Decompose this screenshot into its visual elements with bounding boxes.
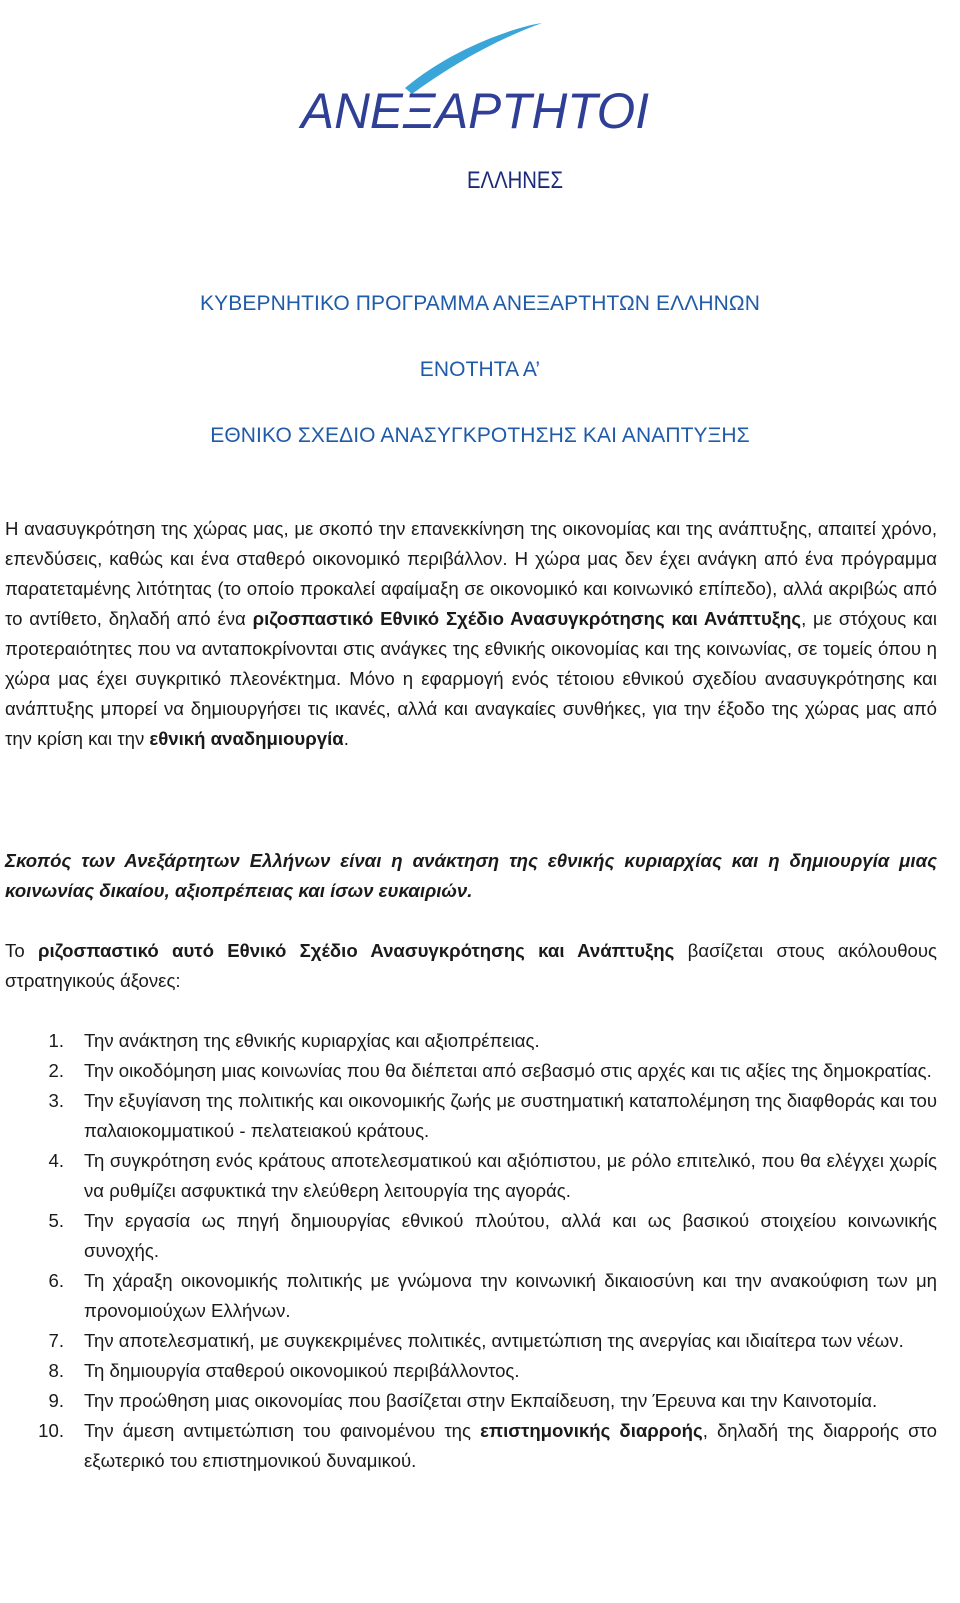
list-item-text: Την προώθηση μιας οικονομίας που βασίζεται στην Εκπαίδευση, την Έρευνα και την Καινοτομία. — [84, 1390, 878, 1411]
list-item — [0, 1146, 937, 1206]
goal-paragraph: Σκοπός των Ανεξάρτητων Ελλήνων είναι η ανάκτηση της εθνικής κυριαρχίας και η δημιουργία μιας κοινωνίας δικαίου, αξιοπρέπειας και ίσων ευκαιριών. — [5, 850, 937, 901]
list-item-text: Τη συγκρότηση ενός κράτους αποτελεσματικού και αξιόπιστου, με ρόλο επιτελικό, που θα ελέγχει χωρίς να ρυθμίζει ασφυκτικά την ελεύθερη λειτουργία της αγοράς. — [84, 1150, 937, 1201]
list-item — [0, 1326, 937, 1356]
list-item-number: 7. — [48, 1330, 64, 1351]
list-item-text-after: , δηλαδή της διαρροής στο εξωτερικό του επιστημονικού δυναμικού. — [84, 1420, 937, 1471]
intro-text-3: . — [343, 728, 349, 749]
list-item-number: 8. — [48, 1360, 64, 1381]
logo-subtitle: ΕΛΛΗΝΕΣ — [467, 167, 563, 194]
party-logo — [290, 10, 660, 200]
intro-bold-regeneration: εθνική αναδημιουργία — [149, 728, 344, 749]
list-item-number: 2. — [48, 1060, 64, 1081]
list-item-number: 9. — [48, 1390, 64, 1411]
list-item — [0, 1416, 937, 1476]
list-item-text: Την αποτελεσματική, με συγκεκριμένες πολιτικές, αντιμετώπιση της ανεργίας και ιδιαίτερα των νέων. — [84, 1330, 904, 1351]
intro-text-1: Η ανασυγκρότηση της χώρας μας, με σκοπό την επανεκκίνηση της οικονομίας και της ανάπτυξης, απαιτεί χρόνο, επενδύσεις, καθώς και ένα σταθερό οικονομικό περιβάλλον. Η χώρα μας δεν έχει ανάγκη από ένα πρόγραμμα παρατεταμένης λιτότητας (το οποίο προκαλεί αφαίμαξη σε οικονομικό και κοινωνικό επίπεδο), αλλά ακριβώς από το αντίθετο, δηλαδή από ένα — [5, 518, 937, 629]
axes-intro-text-2: βασίζεται στους ακόλουθους στρατηγικούς άξονες: — [5, 940, 937, 991]
list-item-text: Τη δημιουργία σταθερού οικονομικού περιβάλλοντος. — [84, 1360, 520, 1381]
list-item-number: 6. — [48, 1270, 64, 1291]
list-item — [0, 1386, 937, 1416]
intro-bold-plan: ριζοσπαστικό Εθνικό Σχέδιο Ανασυγκρότησης και Ανάπτυξης — [252, 608, 802, 629]
list-item-text-before: Την άμεση αντιμετώπιση του φαινομένου της — [84, 1420, 481, 1441]
logo-wordmark: ΑΝΕΞΑΡΤΗΤΟΙ — [298, 83, 650, 139]
list-item-bold: επιστημονικής διαρροής — [480, 1420, 703, 1441]
list-item-text: Την οικοδόμηση μιας κοινωνίας που θα διέπεται από σεβασμό στις αρχές και τις αξίες της δημοκρατίας. — [84, 1060, 932, 1081]
list-item — [0, 1356, 937, 1386]
section-subtitle: ΕΘΝΙΚΟ ΣΧΕΔΙΟ ΑΝΑΣΥΓΚΡΟΤΗΣΗΣ ΚΑΙ ΑΝΑΠΤΥΞΗΣ — [210, 424, 750, 447]
list-item — [0, 1026, 937, 1056]
intro-paragraph — [5, 514, 937, 754]
list-item — [0, 1086, 937, 1146]
list-item-number: 1. — [48, 1030, 64, 1051]
axes-intro-bold: ριζοσπαστικό αυτό Εθνικό Σχέδιο Ανασυγκρότησης και Ανάπτυξης — [37, 940, 675, 961]
list-item-text: Τη χάραξη οικονομικής πολιτικής με γνώμονα την κοινωνική δικαιοσύνη και την ανακούφιση των μη προνομιούχων Ελλήνων. — [84, 1270, 937, 1321]
list-item-number: 5. — [48, 1210, 64, 1231]
list-item-number: 10. — [38, 1420, 64, 1441]
axes-intro-text-1: Το — [5, 940, 38, 961]
list-item-text: Την ανάκτηση της εθνικής κυριαρχίας και αξιοπρέπειας. — [84, 1030, 540, 1051]
list-item-number: 3. — [48, 1090, 64, 1111]
list-item-text — [84, 1420, 937, 1471]
list-item-number: 4. — [48, 1150, 64, 1171]
list-item-text: Την εργασία ως πηγή δημιουργίας εθνικού πλούτου, αλλά και ως βασικού στοιχείου κοινωνικής συνοχής. — [84, 1210, 937, 1261]
section-heading: ΕΝΟΤΗΤΑ Α’ — [419, 358, 541, 381]
axes-intro-paragraph — [5, 936, 937, 996]
list-item — [0, 1056, 937, 1086]
intro-text-2: , με στόχους και προτεραιότητες που να ανταποκρίνονται στις ανάγκες της εθνικής οικονομίας και της κοινωνίας, σε τομείς όπου η χώρα μας έχει συγκριτικό πλεονέκτημα. Μόνο η εφαρμογή ενός τέτοιου εθνικού σχεδίου ανασυγκρότησης και ανάπτυξης μπορεί να δημιουργήσει τις ικανές, αλλά και αναγκαίες συνθήκες, για την έξοδο της χώρας μας από την κρίση και την — [5, 608, 937, 749]
strategic-axes-list — [0, 1026, 937, 1476]
document-title: ΚΥΒΕΡΝΗΤΙΚΟ ΠΡΟΓΡΑΜΜΑ ΑΝΕΞΑΡΤΗΤΩΝ ΕΛΛΗΝΩΝ — [200, 292, 760, 315]
list-item — [0, 1266, 937, 1326]
list-item — [0, 1206, 937, 1266]
list-item-text: Την εξυγίανση της πολιτικής και οικονομικής ζωής με συστηματική καταπολέμηση της διαφθοράς και του παλαιοκομματικού - πελατειακού κράτους. — [84, 1090, 937, 1141]
